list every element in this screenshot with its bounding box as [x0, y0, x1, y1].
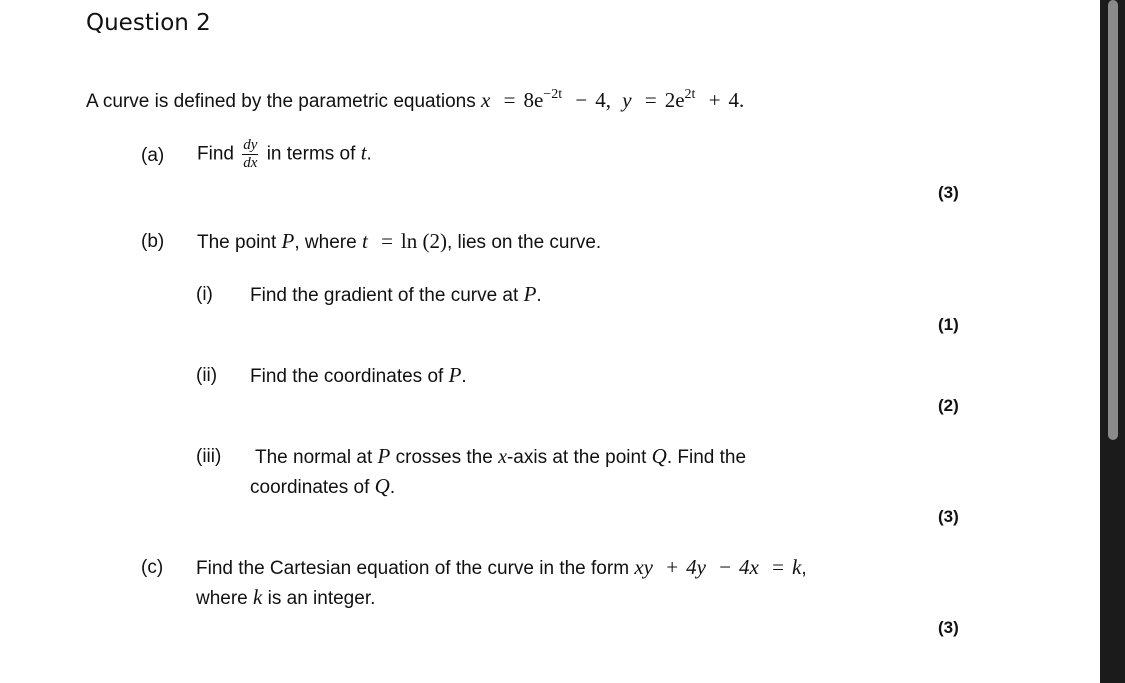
scrollbar-thumb[interactable] — [1108, 0, 1118, 440]
part-b-i-text: Find the gradient of the curve at P. — [250, 282, 542, 306]
part-b-label: (b) — [141, 231, 165, 252]
part-c-text-line1: Find the Cartesian equation of the curve in the form xy + 4y − 4x = k, — [196, 555, 807, 579]
part-b-ii-text: Find the coordinates of P. — [250, 363, 467, 387]
question-title: Question 2 — [86, 10, 211, 36]
part-a-marks: (3) — [938, 183, 959, 202]
part-b-text: The point P, where t = ln (2), lies on the curve. — [197, 229, 602, 253]
part-b-iii-label: (iii) — [196, 446, 222, 467]
part-b-i-marks: (1) — [938, 315, 959, 334]
part-b-ii-label: (ii) — [196, 365, 218, 386]
part-b-iii-text-line1: The normal at P crosses the x-axis at the point Q. Find the — [255, 444, 747, 468]
part-c-text-line2: where k is an integer. — [196, 585, 376, 609]
part-b-i-label: (i) — [196, 284, 213, 305]
dy-dx-fraction: $\frac{dy}{dx}$ — [243, 137, 258, 171]
part-c-label: (c) — [141, 557, 164, 578]
vertical-scrollbar[interactable] — [1100, 0, 1125, 683]
part-b-iii-marks: (3) — [938, 507, 959, 526]
part-a-text: Find $\frac{dy}{dx}$ in terms of t. — [197, 137, 372, 171]
part-a-label: (a) — [141, 145, 165, 166]
part-c-marks: (3) — [938, 618, 959, 637]
part-b-iii-text-line2: coordinates of Q. — [250, 474, 396, 498]
part-b-ii-marks: (2) — [938, 396, 959, 415]
question-intro: A curve is defined by the parametric equations $x = 8e^{-2t} - 4$, $y = 2e^{2t} + 4$. — [86, 87, 745, 112]
